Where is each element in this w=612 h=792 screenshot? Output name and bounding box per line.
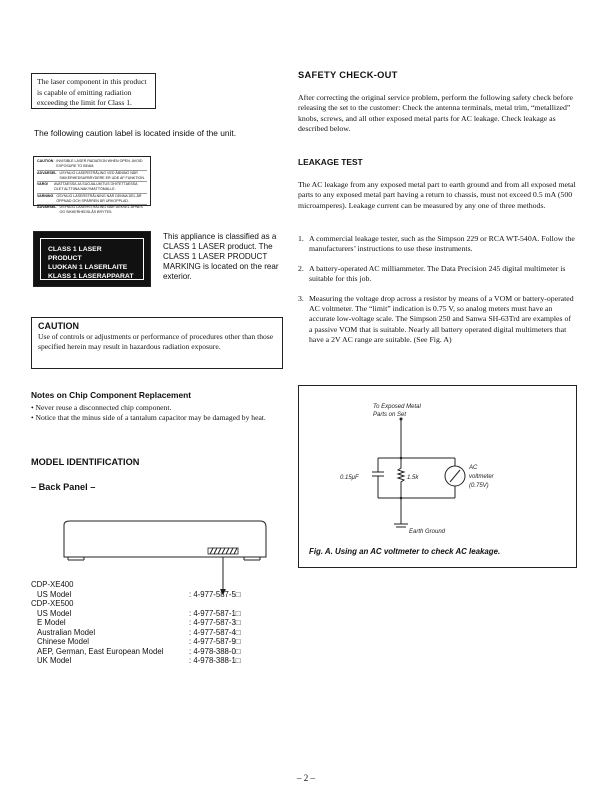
warning-label-row: VARNING OSYNLIG LASERSTRÅLNING NÄR DENNA DEL ÄR ÖPPNAD OCH SPÄRREN ÄR URKOPPLAD. [37,194,147,206]
leakage-methods-list [298,234,576,355]
meter-label-3: (0.75V) [469,483,489,489]
list-item: 2. A battery-operated AC milliammeter. The Data Precision 245 digital multimeter is suitable for this job. [298,263,566,284]
list-item: 1. A commercial leakage tester, such as the Simpson 229 or RCA WT-540A. Follow the manufacturers’ instructions to use these instruments. [298,234,575,254]
warning-label-row: ADVARSEL USYNLIG LASERSTRÅLING NÅR DEKSEL ÅPNES OG SIKKERHEDSLÅS BRYTES. [37,205,143,214]
table-row: Chinese Model : 4-977-587-9□ [37,637,241,646]
top-label-2: Parts on Set [373,412,407,418]
warning-label-row: VARO! AVATTAESSA JA SUOJALUKITUS OHITETTAESSA OLET ALTTIINA NÄKYMÄTTÖMÄLLE. [37,182,147,194]
caution-location-text: The following caution label is located inside of the unit. [34,128,237,138]
page-number: – 2 – [297,773,315,783]
caution-body: Use of controls or adjustments or performance of procedures other than those specified herein may result in hazardous radiation exposure. [38,332,274,352]
warning-label [33,156,151,214]
classified-text: This appliance is classified as a CLASS 1 LASER product. The CLASS 1 LASER PRODUCT MARKING is located on the rear exterior. [163,232,279,281]
list-item: • Notice that the minus side of a tantalum capacitor may be damaged by heat. [31,413,266,423]
model-list [31,580,241,666]
class1-laser-label [33,231,151,287]
table-row: US Model : 4-977-587-1□ [37,608,241,618]
meter-label-2: voltmeter [469,474,494,480]
resistor-label: 1.5k [407,475,419,481]
figure-a-box [298,385,577,568]
earth-ground-label: Earth Ground [409,529,446,535]
leakage-test-body: The AC leakage from any exposed metal part to earth ground and from all exposed metal parts to any exposed metal part having a return to chassis, must not exceed 0.5 mA (500 microamperes). Leakage current can be measured by any one of three methods. [298,180,576,210]
table-row: AEP, German, East European Model : 4-978-388-0□ [37,646,241,656]
list-item: • Never reuse a disconnected chip component. [31,403,172,412]
model-identification-title: MODEL IDENTIFICATION [31,457,140,467]
back-panel-title: – Back Panel – [31,482,96,492]
table-row: US Model : 4-977-587-5□ [37,589,241,599]
model-group-name: CDP-XE500 [31,599,74,608]
safety-checkout-title: SAFETY CHECK-OUT [298,70,398,80]
warning-label-row: CAUTION INVISIBLE LASER RADIATION WHEN OPEN. AVOID EXPOSURE TO BEAM. [37,159,147,171]
chip-notes-title: Notes on Chip Component Replacement [31,390,192,400]
model-group-name: CDP-XE400 [31,580,74,589]
leakage-test-title: LEAKAGE TEST [298,157,363,167]
chip-notes-list [31,403,283,423]
figure-caption: Fig. A. Using an AC voltmeter to check AC leakage. [309,547,501,556]
table-row: UK Model : 4-978-388-1□ [37,656,241,665]
class-label-line: LUOKAN 1 LASERLAITE [48,264,128,271]
top-label-1: To Exposed Metal [373,404,421,410]
table-row: Australian Model : 4-977-587-4□ [37,627,241,637]
capacitor-label: 0.15μF [340,475,359,481]
caution-box [31,317,283,369]
meter-label-1: AC [469,465,478,471]
caution-title: CAUTION [38,321,79,331]
class-label-line: CLASS 1 LASER PRODUCT [48,246,102,262]
laser-notice-box [31,73,156,109]
table-row: E Model : 4-977-587-3□ [37,618,241,627]
leakage-circuit-diagram [299,386,576,567]
list-item: 3. Measuring the voltage drop across a resistor by means of a VOM or battery-operated AC voltmeter. The “limit” indication is 0.75 V, so analog meters must have an accurate low-voltage scale. The Simpson 250 and Sanwa SH-63Trd are examples of a passive VOM that is suitable. Nearly all battery operated digital multimeters that have a 2V AC range are suitable. (See Fig. A) [298,293,574,345]
safety-checkout-body: After correcting the original service problem, perform the following safety check before releasing the set to the customer: Check the antenna terminals, metal trim, “metallized” knobs, screws, and all other exposed metal parts for AC leakage. Check leakage as described below. [298,93,573,134]
laser-notice-text: The laser component in this product is capable of emitting radiation exceeding the limit for Class 1. [37,77,147,108]
model-label-sticker [208,548,238,554]
class-label-line: KLASS 1 LASERAPPARAT [48,273,134,280]
warning-label-row: ADVARSEL USYNLIG LASERSTRÅLING VED ÅBNING NÅR SIKKERHEDSAFBRYDERE ER UDE AF FUNKTION. [37,171,147,183]
